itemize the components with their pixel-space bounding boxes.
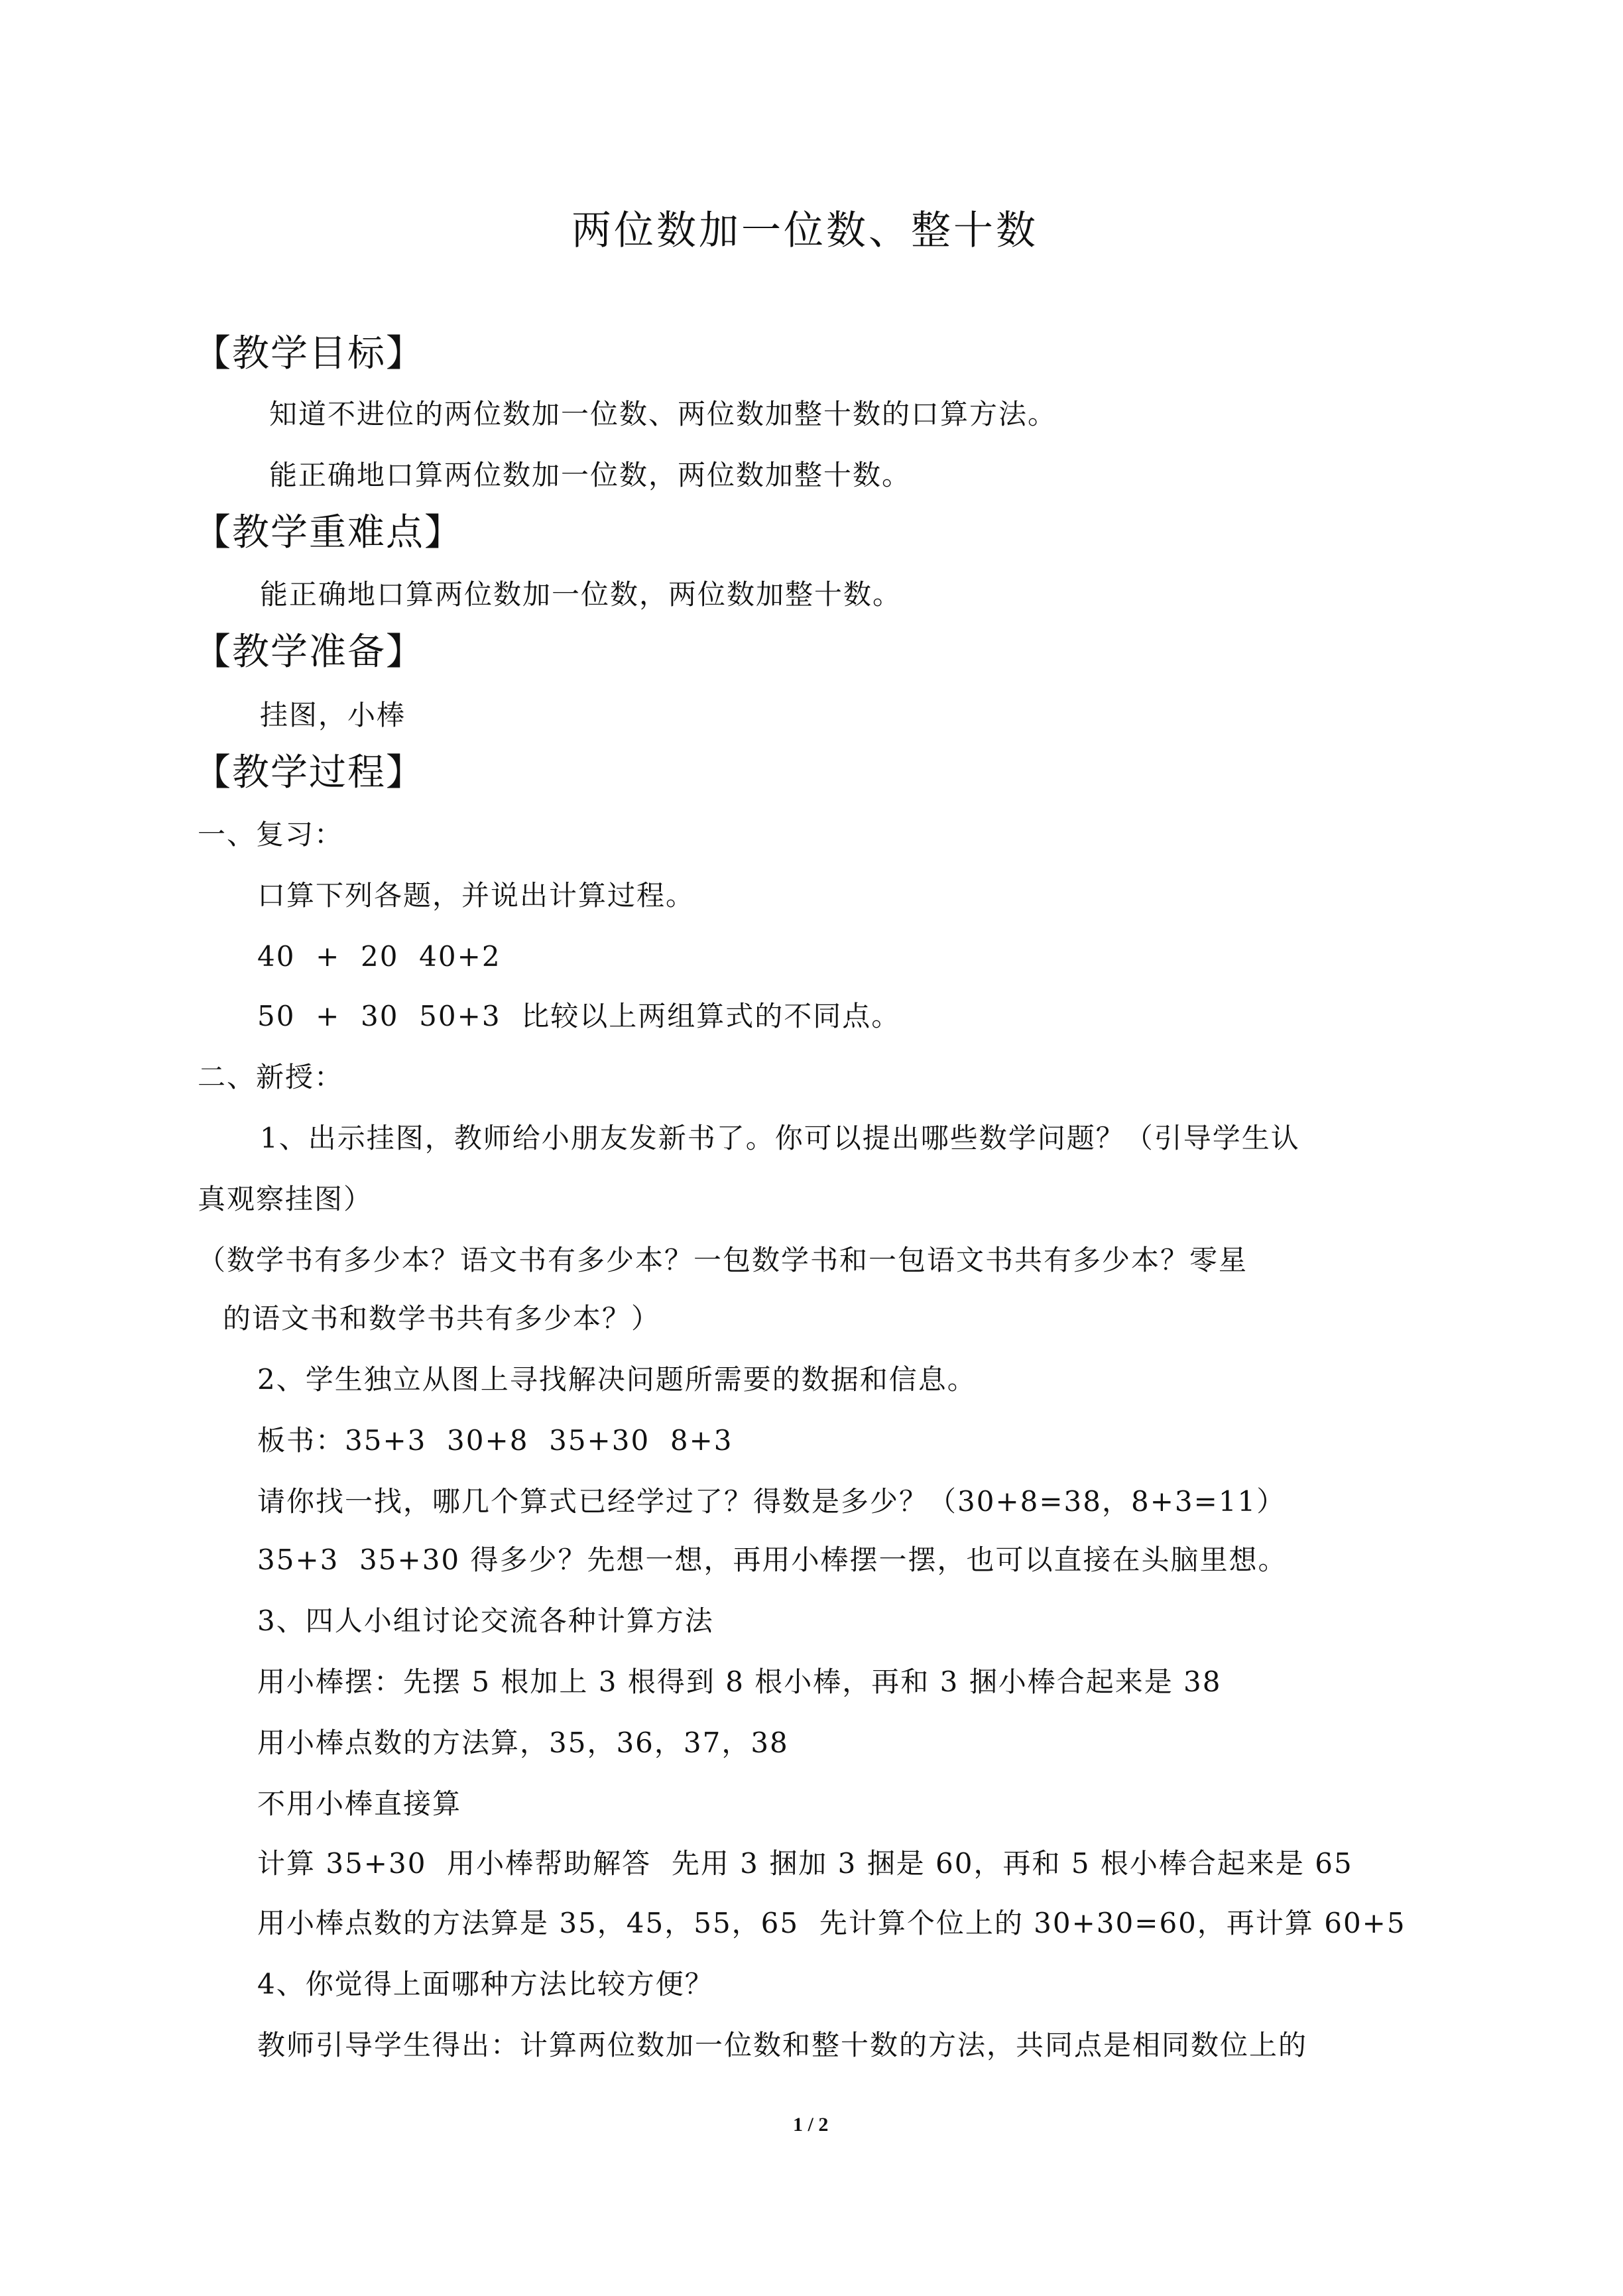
new-lesson-heading: 二、新授： [198, 1061, 344, 1093]
new-line-6: 板书：35+3 30+8 35+30 8+3 [257, 1424, 733, 1457]
objectives-line-2: 能正确地口算两位数加一位数，两位数加整十数。 [269, 459, 912, 491]
page-title: 两位数加一位数、整十数 [571, 208, 1038, 254]
new-line-9: 3、四人小组讨论交流各种计算方法 [257, 1604, 714, 1637]
new-line-10: 用小棒摆：先摆 5 根加上 3 根得到 8 根小棒，再和 3 捆小棒合起来是 38 [257, 1665, 1222, 1698]
new-line-13: 计算 35+30 用小棒帮助解答 先用 3 捆加 3 捆是 60，再和 5 根小棒合起来是 65 [257, 1847, 1353, 1880]
new-line-4: 的语文书和数学书共有多少本？） [223, 1302, 661, 1335]
section-heading-process: 【教学过程】 [194, 751, 424, 794]
new-line-2: 真观察挂图） [198, 1183, 373, 1215]
key-points-line-1: 能正确地口算两位数加一位数，两位数加整十数。 [260, 578, 902, 611]
review-line-1: 口算下列各题，并说出计算过程。 [257, 879, 695, 912]
new-line-16: 教师引导学生得出：计算两位数加一位数和整十数的方法，共同点是相同数位上的 [257, 2029, 1308, 2061]
new-line-12: 不用小棒直接算 [257, 1787, 462, 1820]
new-line-8: 35+3 35+30 得多少？先想一想，再用小棒摆一摆，也可以直接在头脑里想。 [257, 1543, 1288, 1576]
new-line-11: 用小棒点数的方法算，35，36，37，38 [257, 1726, 789, 1759]
new-line-1: 1、出示挂图，教师给小朋友发新书了。你可以提出哪些数学问题？（引导学生认 [260, 1122, 1300, 1154]
new-line-15: 4、你觉得上面哪种方法比较方便？ [257, 1968, 714, 2000]
review-line-2: 40 + 20 40+2 [257, 940, 501, 973]
section-heading-key-points: 【教学重难点】 [194, 511, 463, 554]
new-line-5: 2、学生独立从图上寻找解决问题所需要的数据和信息。 [257, 1363, 977, 1396]
new-line-7: 请你找一找，哪几个算式已经学过了？得数是多少？（30+8=38，8+3=11） [257, 1485, 1286, 1518]
new-line-14: 用小棒点数的方法算是 35，45，55，65 先计算个位上的 30+30=60，再计算 60+5 [257, 1907, 1406, 1939]
page-number: 1 / 2 [793, 2114, 829, 2136]
section-heading-preparation: 【教学准备】 [194, 631, 424, 674]
preparation-line-1: 挂图，小棒 [260, 699, 406, 731]
new-line-3: （数学书有多少本？语文书有多少本？一包数学书和一包语文书共有多少本？零星 [198, 1244, 1248, 1276]
review-heading: 一、复习： [198, 818, 344, 851]
objectives-line-1: 知道不进位的两位数加一位数、两位数加整十数的口算方法。 [269, 398, 1057, 430]
section-heading-objectives: 【教学目标】 [194, 332, 424, 375]
review-line-3: 50 + 30 50+3 比较以上两组算式的不同点。 [257, 1000, 901, 1032]
